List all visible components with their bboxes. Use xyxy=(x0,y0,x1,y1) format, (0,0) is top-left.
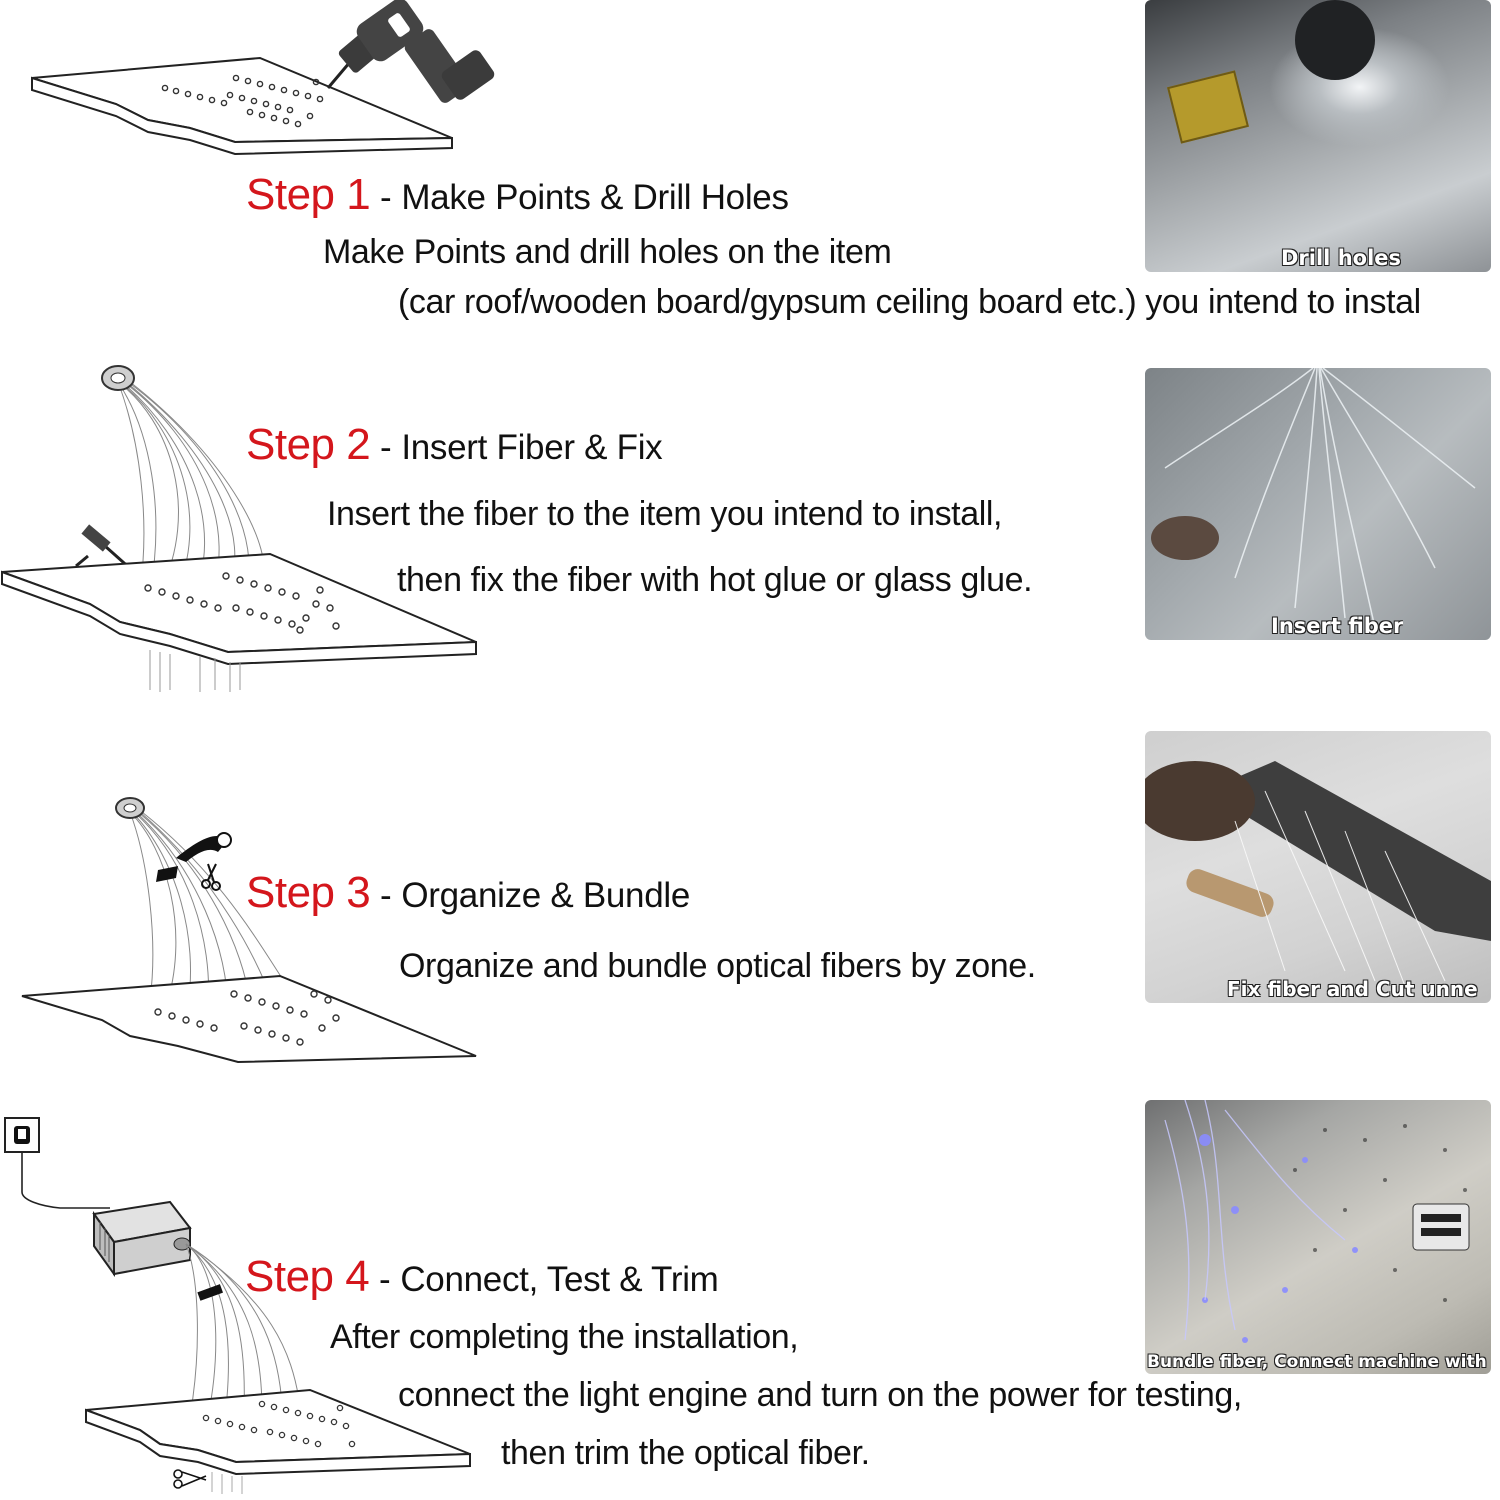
step-number: Step 1 xyxy=(246,170,371,219)
photo-caption: Bundle fiber, Connect machine with xyxy=(1147,1352,1487,1372)
photo-detail-icon xyxy=(1145,731,1491,1003)
board-icon xyxy=(22,976,476,1062)
board-icon xyxy=(32,58,452,154)
fiber-tails-icon xyxy=(212,1472,242,1494)
step-name: Insert Fiber & Fix xyxy=(401,428,663,467)
power-socket-icon xyxy=(5,1118,39,1152)
power-cable-icon xyxy=(22,1152,110,1208)
photo-detail-icon xyxy=(1145,1100,1491,1374)
step-description-line: (car roof/wooden board/gypsum ceiling board etc.) you intend to instal xyxy=(398,283,1421,321)
step-title xyxy=(245,1252,719,1302)
step-title xyxy=(246,420,662,470)
step-description-line: Organize and bundle optical fibers by zone. xyxy=(399,947,1036,985)
drill-board-illustration xyxy=(20,0,500,170)
step-number: Step 3 xyxy=(246,868,371,917)
step-name: Make Points & Drill Holes xyxy=(401,178,789,217)
step-separator: - xyxy=(370,428,402,467)
step-description-line: connect the light engine and turn on the power for testing, xyxy=(398,1376,1242,1414)
step-name: Organize & Bundle xyxy=(401,876,691,915)
photo-detail-icon xyxy=(1295,0,1375,80)
fiber-spool-icon xyxy=(116,798,144,818)
fiber-spool-icon xyxy=(102,366,134,390)
step-description-line: Make Points and drill holes on the item xyxy=(323,233,892,271)
photo-caption: Drill holes xyxy=(1281,246,1402,270)
step-description-line: then fix the fiber with hot glue or glass glue. xyxy=(397,561,1033,599)
step-title xyxy=(246,170,789,220)
step-separator: - xyxy=(370,178,402,217)
step-name: Connect, Test & Trim xyxy=(400,1260,719,1299)
step-description-line: Insert the fiber to the item you intend to install, xyxy=(327,495,1003,533)
step-photo xyxy=(1145,1100,1491,1374)
scissors-icon xyxy=(174,1470,206,1488)
step-number: Step 4 xyxy=(245,1252,370,1301)
connect-test-illustration xyxy=(0,1110,480,1495)
step-photo xyxy=(1145,368,1491,640)
photo-caption: Insert fiber xyxy=(1271,614,1404,638)
fiber-bundle-illustration xyxy=(18,790,488,1065)
photo-detail-icon xyxy=(1145,368,1491,640)
light-engine-icon xyxy=(94,1202,190,1274)
cable-tie-icon xyxy=(156,833,231,882)
step-separator: - xyxy=(370,876,402,915)
step-title xyxy=(246,868,690,918)
photo-detail-icon xyxy=(1167,70,1249,143)
step-description-line: then trim the optical fiber. xyxy=(501,1434,870,1472)
power-drill-icon xyxy=(328,0,497,105)
step-number: Step 2 xyxy=(246,420,371,469)
photo-caption: Fix fiber and Cut unne xyxy=(1227,977,1478,1001)
step-photo xyxy=(1145,731,1491,1003)
step-separator: - xyxy=(369,1260,401,1299)
step-description-line: After completing the installation, xyxy=(330,1318,799,1356)
step-photo xyxy=(1145,0,1491,272)
